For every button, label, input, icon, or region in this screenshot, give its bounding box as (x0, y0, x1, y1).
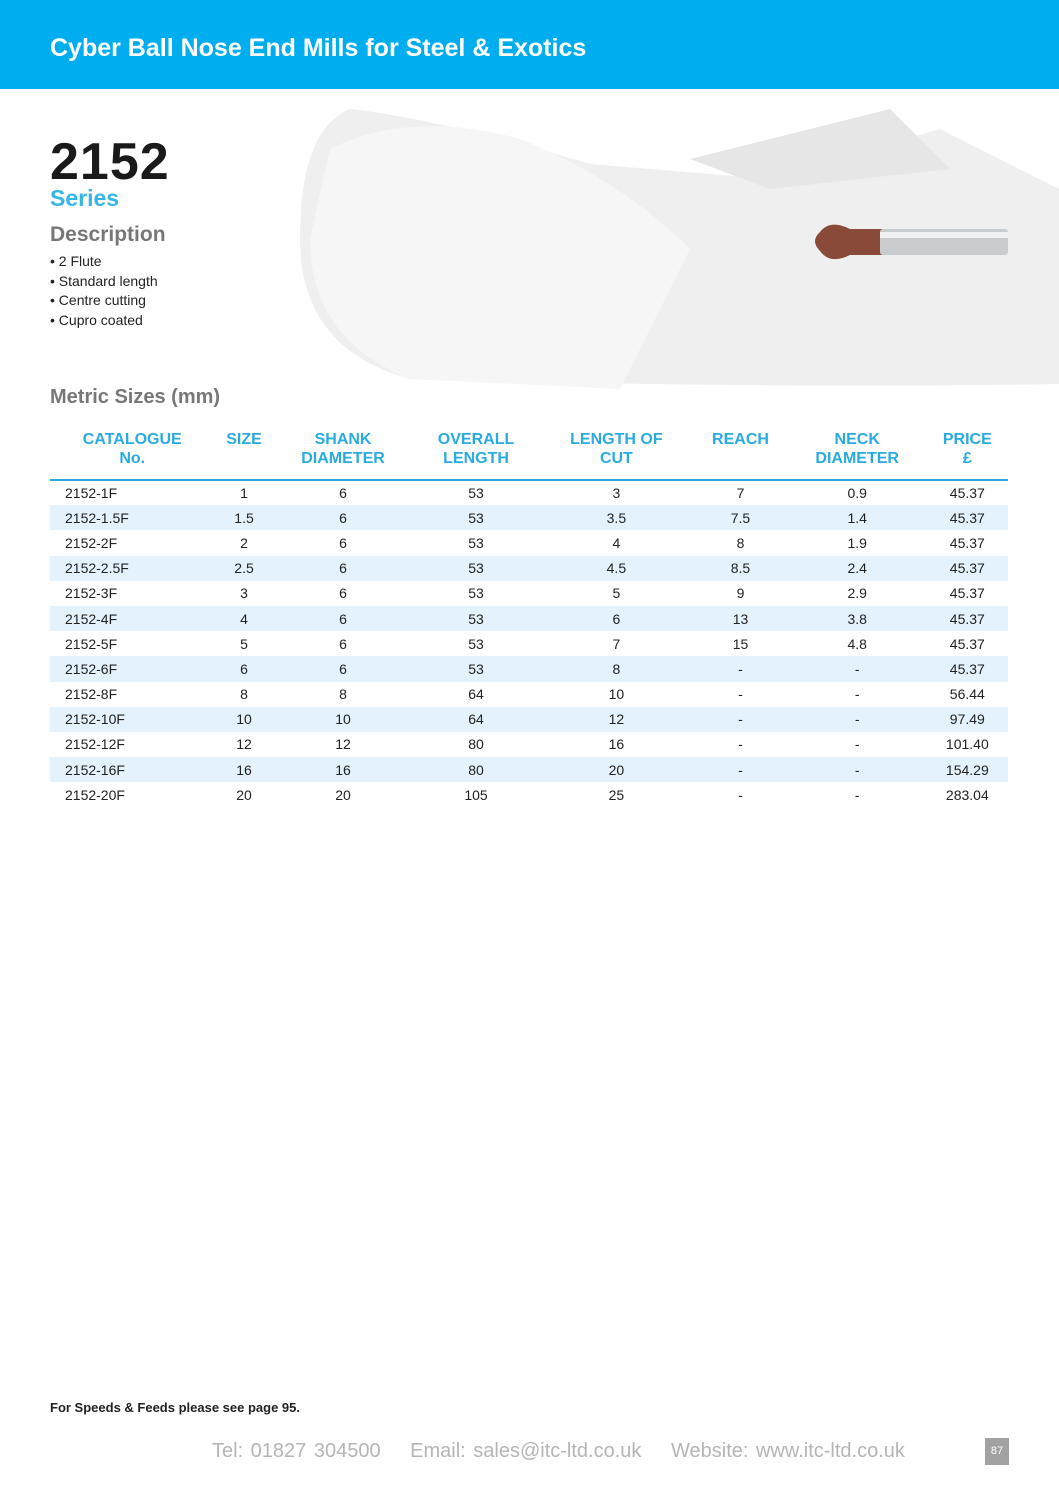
description-list (50, 252, 158, 330)
table-cell: 10 (214, 707, 273, 732)
series-label: Series (50, 185, 120, 211)
table-cell: 2152-8F (65, 686, 118, 703)
table-cell: 2152-1.5F (50, 505, 214, 530)
table-cell: 20 (335, 786, 351, 803)
table-row (50, 480, 1008, 505)
column-header-line: DIAMETER (815, 450, 899, 467)
table-cell: 12 (236, 736, 252, 753)
table-row (50, 556, 1008, 581)
table-cell: 20 (540, 757, 694, 782)
table-cell: 10 (608, 686, 625, 703)
table-cell: 2.9 (847, 585, 867, 602)
table-cell: 2152-5F (65, 635, 118, 652)
table-cell: 64 (468, 686, 484, 703)
table-cell: 2152-6F (50, 656, 214, 681)
table-cell: 4.8 (847, 635, 867, 652)
table-cell: - (693, 707, 788, 732)
table-cell: 2152-4F (50, 606, 214, 631)
table-row (50, 631, 1008, 656)
table-cell: 15 (732, 635, 749, 652)
column-header-line: CUT (599, 450, 633, 467)
column-header-line: SIZE (226, 431, 262, 448)
description-item: • Standard length (50, 272, 158, 289)
table-cell: 283.04 (945, 786, 989, 803)
table-cell: - (788, 707, 927, 732)
table-cell: 3 (612, 485, 621, 502)
table-cell: 1.5 (214, 505, 273, 530)
table-cell: 12 (335, 736, 351, 753)
column-header (50, 430, 214, 480)
table-cell: 10 (274, 707, 413, 732)
column-header-line: LENGTH OF (570, 431, 663, 448)
table-cell: 2152-3F (65, 585, 118, 602)
description-item: • 2 Flute (50, 253, 102, 269)
header-banner (0, 0, 1059, 89)
table-cell: 6 (540, 606, 694, 631)
column-header-line: REACH (712, 431, 769, 448)
table-cell: 53 (412, 556, 539, 581)
column-header (927, 430, 1008, 480)
table-cell: 45.37 (949, 485, 985, 502)
footer-website: Website: www.itc-ltd.co.uk (670, 1440, 905, 1462)
table-cell: 8 (540, 656, 694, 681)
table-cell: - (693, 656, 788, 681)
description-heading: Description (50, 223, 166, 246)
table-row (50, 505, 1008, 530)
page-number: 87 (985, 1438, 1009, 1465)
column-header-line: NECK (834, 431, 880, 448)
table-cell: 6 (339, 585, 347, 602)
table-cell: 45.37 (927, 505, 1008, 530)
table-cell: 8 (240, 686, 248, 703)
table-cell: 1.4 (788, 505, 927, 530)
description-item: • Centre cutting (50, 292, 146, 308)
table-cell: 0.9 (847, 485, 867, 502)
column-header-line: SHANK (314, 431, 372, 448)
column-header-line: £ (962, 450, 972, 467)
table-cell: 6 (339, 635, 347, 652)
table-cell: 9 (736, 585, 745, 602)
table-cell: - (738, 686, 743, 703)
table-cell: 2152-2F (65, 534, 118, 551)
table-cell: 45.37 (949, 534, 985, 551)
table-cell: 5 (240, 635, 248, 652)
table-row (50, 530, 1008, 555)
table-row (50, 707, 1008, 732)
column-header (274, 430, 413, 480)
column-header (412, 430, 539, 480)
series-number: 2152 (50, 133, 170, 191)
table-cell: 53 (412, 606, 539, 631)
table-cell: 20 (236, 786, 252, 803)
footer-email: Email: sales@itc-ltd.co.uk (410, 1440, 642, 1462)
table-cell: 16 (274, 757, 413, 782)
table-cell: - (788, 757, 927, 782)
table-cell: 8 (736, 534, 745, 551)
table-row (50, 656, 1008, 681)
table-cell: 7 (612, 635, 621, 652)
column-header-line (693, 449, 788, 468)
table-cell: 53 (412, 505, 539, 530)
table-cell: 2152-12F (65, 736, 125, 753)
table-cell: 2 (240, 534, 248, 551)
table-cell: 45.37 (949, 585, 985, 602)
table-cell: 45.37 (927, 656, 1008, 681)
table-cell: 2152-2.5F (50, 556, 214, 581)
table-cell: 8 (339, 686, 347, 703)
table-cell: 6 (339, 534, 347, 551)
speeds-feeds-note: For Speeds & Feeds please see page 95. (50, 1400, 301, 1415)
page-title: Cyber Ball Nose End Mills for Steel & Exotics (50, 34, 587, 62)
table-cell: 6 (274, 556, 413, 581)
table-cell: - (693, 757, 788, 782)
table-cell: 80 (468, 736, 484, 753)
table-cell: 4 (612, 534, 621, 551)
table-row (50, 782, 1008, 807)
table-row (50, 606, 1008, 631)
description-item: • Cupro coated (50, 311, 143, 328)
table-cell: 53 (412, 656, 539, 681)
table-cell: 3 (240, 585, 248, 602)
column-header (214, 430, 273, 480)
table-cell: 53 (468, 635, 484, 652)
table-cell: - (738, 736, 743, 753)
table-cell: 6 (214, 656, 273, 681)
table-cell: 2152-16F (50, 757, 214, 782)
column-header-line: OVERALL (437, 431, 515, 448)
metric-sizes-heading: Metric Sizes (mm) (50, 386, 221, 408)
table-cell: 2152-20F (65, 786, 125, 803)
table-cell: 4.5 (540, 556, 694, 581)
column-header-line: LENGTH (443, 450, 509, 467)
column-header (693, 430, 788, 480)
table-cell: 4 (214, 606, 273, 631)
column-header (788, 430, 927, 480)
table-cell: 105 (464, 786, 488, 803)
table-cell: 3.5 (540, 505, 694, 530)
table-cell: - (854, 736, 860, 753)
table-cell: 45.37 (949, 635, 985, 652)
column-header-line: PRICE (942, 431, 992, 448)
table-cell: 5 (612, 585, 621, 602)
table-cell: 6 (274, 505, 413, 530)
table-row (50, 581, 1008, 606)
table-cell: 6 (274, 606, 413, 631)
footer-contact (212, 1440, 927, 1463)
table-cell: 53 (468, 585, 484, 602)
table-cell: 97.49 (927, 707, 1008, 732)
table-cell: 7.5 (693, 505, 788, 530)
table-cell: 64 (412, 707, 539, 732)
table-cell: 56.44 (949, 686, 985, 703)
table-cell: - (854, 686, 860, 703)
table-cell: 45.37 (927, 606, 1008, 631)
table-cell: 101.40 (945, 736, 989, 753)
table-cell: 2152-1F (65, 485, 118, 502)
column-header-line (214, 449, 273, 468)
table-cell: 6 (274, 656, 413, 681)
table-cell: 12 (540, 707, 694, 732)
table-cell: 80 (412, 757, 539, 782)
table-row (50, 757, 1008, 782)
table-cell: 2.5 (214, 556, 273, 581)
table-row (50, 682, 1008, 707)
table-cell: 25 (608, 786, 625, 803)
sizes-table (50, 430, 1008, 807)
table-cell: 8.5 (693, 556, 788, 581)
table-cell: 16 (608, 736, 625, 753)
table-cell: 1 (240, 485, 248, 502)
column-header-line: CATALOGUE (82, 431, 182, 448)
table-cell: 13 (693, 606, 788, 631)
table-cell: 45.37 (927, 556, 1008, 581)
table-row (50, 732, 1008, 757)
table-cell: 53 (468, 534, 484, 551)
table-cell: 154.29 (927, 757, 1008, 782)
table-cell: 16 (214, 757, 273, 782)
column-header-line: DIAMETER (301, 450, 385, 467)
column-header (540, 430, 694, 480)
table-cell: 6 (339, 485, 347, 502)
table-cell: 2.4 (788, 556, 927, 581)
table-cell: - (738, 786, 743, 803)
table-cell: - (788, 656, 927, 681)
table-cell: 1.9 (847, 534, 867, 551)
table-cell: 53 (468, 485, 484, 502)
table-cell: 2152-10F (50, 707, 214, 732)
table-cell: - (854, 786, 860, 803)
end-mill-image (290, 89, 1059, 389)
column-header-line: No. (119, 450, 146, 467)
footer-tel: Tel: 01827 304500 (212, 1440, 381, 1462)
table-cell: 7 (736, 485, 745, 502)
table-cell: 3.8 (788, 606, 927, 631)
